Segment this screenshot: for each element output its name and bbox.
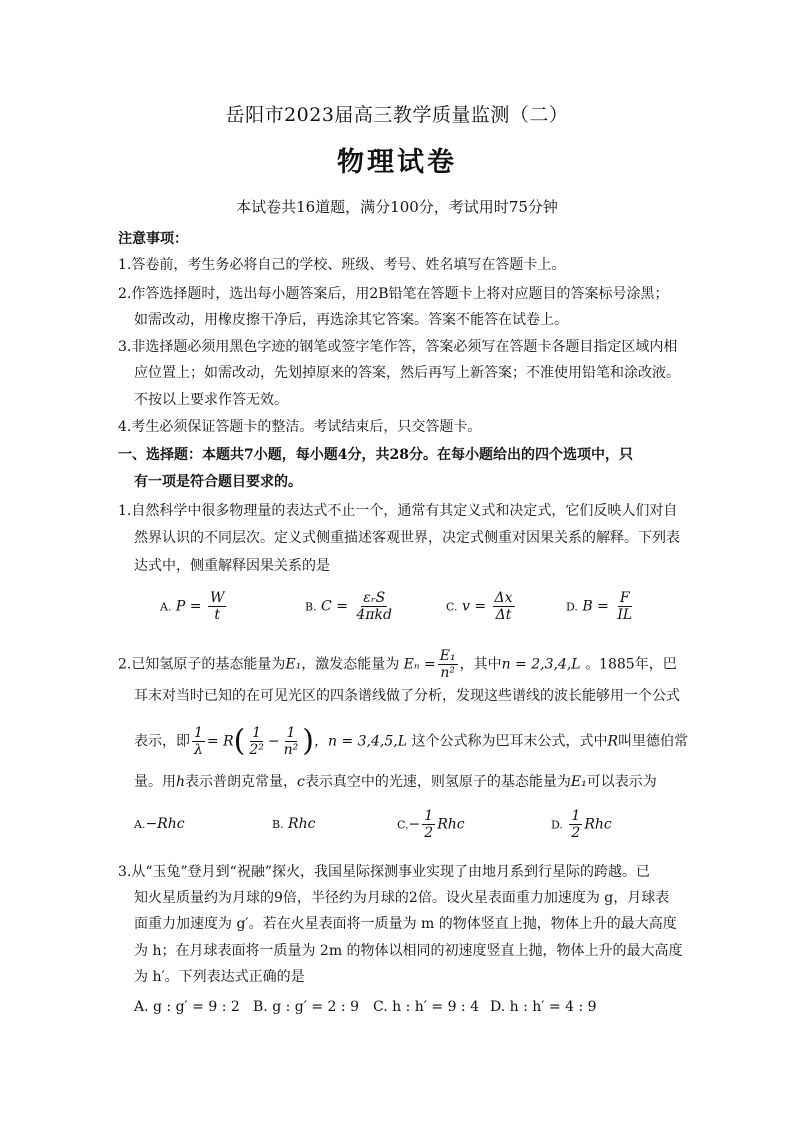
- q3-text: 面重力加速度为 g′。若在火星表面将一质量为 m 的物体竖直上抛，物体上升的最大高度: [134, 916, 677, 932]
- fraction: $\frac{1}{2}$: [571, 808, 581, 841]
- q3-option-c[interactable]: C. h : h′ = 9 : 4: [373, 999, 480, 1015]
- notice-line: 不按以上要求作答无效。: [134, 392, 288, 408]
- q1-text: 达式中，侧重解释因果关系的是: [134, 558, 330, 574]
- notice-line: 如需改动，用橡皮擦干净后，再选涂其它答案。答案不能答在试卷上。: [134, 312, 568, 328]
- q3-text: 知火星质量约为月球的9倍，半径约为月球的2倍。设火星表面重力加速度为 g，月球表: [134, 890, 670, 906]
- q1-option-b[interactable]: B. C = $\frac{\text{εᵣS}}{\text{4πkd}}$: [305, 590, 392, 623]
- q3-option-b[interactable]: B. g : g′ = 2 : 9: [253, 999, 359, 1015]
- section-heading-cont: 有一项是符合题目要求的。: [134, 474, 302, 490]
- notice-line: 3.非选择题必须用黑色字迹的钢笔或签字笔作答，答案必须写在答题卡各题目指定区域内相: [118, 339, 678, 355]
- q3-text: 为 h′。下列表达式正确的是: [134, 969, 305, 985]
- q2-line-4: 量。用h表示普朗克常量，c表示真空中的光速，则氢原子的基态能量为E₁可以表示为: [134, 774, 657, 790]
- q1-text: 然界认识的不同层次。定义式侧重描述客观世界，决定式侧重对因果关系的解释。下列表: [134, 530, 680, 546]
- fraction: $\frac{\text{εᵣS}}{\text{4πkd}}$: [356, 590, 392, 623]
- q3-option-d[interactable]: D. h : h′ = 4 : 9: [490, 999, 597, 1015]
- notice-line: 1.答卷前，考生务必将自己的学校、班级、考号、姓名填写在答题卡上。: [118, 257, 566, 273]
- q1-option-d[interactable]: D. B = $\frac{F}{IL}$: [566, 590, 633, 623]
- notice-heading: 注意事项：: [118, 231, 188, 247]
- fraction: $\frac{1}{2}$: [424, 808, 434, 841]
- q1-option-a[interactable]: A. P = $\frac{W}{t}$: [160, 590, 225, 623]
- fraction: $\frac{1}{\text{2²}}$: [249, 725, 264, 758]
- q2-option-c[interactable]: C.− $\frac{1}{2}$ Rhc: [397, 808, 465, 841]
- exam-title: 岳阳市2023届高三教学质量监测（二）: [225, 104, 569, 126]
- subject-title: 物理试卷: [337, 147, 457, 178]
- fraction: $\frac{\Delta x}{\Delta t}$: [494, 590, 513, 623]
- fraction: $\frac{1}{\text{n²}}$: [283, 725, 299, 758]
- fraction: $\frac{1}{\lambda}$: [194, 725, 203, 758]
- fraction: $\frac{F}{IL}$: [617, 590, 633, 623]
- notice-line: 4.考生必须保证答题卡的整洁。考试结束后，只交答题卡。: [118, 419, 482, 435]
- fraction: $\frac{W}{t}$: [209, 590, 225, 623]
- q2-option-a[interactable]: A.−Rhc: [134, 816, 185, 832]
- q1-option-c[interactable]: C. v = $\frac{\Delta x}{\Delta t}$: [446, 590, 513, 623]
- exam-intro: 本试卷共16道题，满分100分，考试用时75分钟: [236, 198, 558, 216]
- q2-line-1: 2.已知氢原子的基态能量为E₁，激发态能量为 Eₙ = $\frac{\text{E₁}}{\text{n²}}$ ，其中n = 2,3,4,L 。1885年，巴: [118, 648, 677, 681]
- q2-option-b[interactable]: B. Rhc: [272, 816, 316, 832]
- q2-line-3: 表示，即 $\frac{1}{\lambda}$ = R( $\frac{1}{\text{2²}}$ − $\frac{1}{\text{n²}}$ )，n = 3,4,5,L 这个公式称为巴耳末公式，式中R叫里德伯常: [134, 723, 689, 759]
- q1-text: 1.自然科学中很多物理量的表达式不止一个，通常有其定义式和决定式，它们反映人们对自: [118, 503, 678, 519]
- q3-text: 为 h；在月球表面将一质量为 2m 的物体以相同的初速度竖直上抛，物体上升的最大高度: [134, 943, 683, 959]
- q2-line-2: 耳末对当时已知的在可见光区的四条谱线做了分析，发现这些谱线的波长能够用一个公式: [134, 688, 680, 704]
- notice-line: 应位置上；如需改动，先划掉原来的答案，然后再写上新答案；不准使用铅笔和涂改液。: [134, 365, 680, 381]
- q3-option-a[interactable]: A. g : g′ = 9 : 2: [134, 999, 240, 1015]
- fraction: $\frac{\text{E₁}}{\text{n²}}$: [439, 648, 456, 681]
- section-heading: 一、选择题：本题共7小题，每小题4分，共28分。在每小题给出的四个选项中，只: [118, 447, 633, 463]
- q2-option-d[interactable]: D. $\frac{1}{2}$ Rhc: [551, 808, 612, 841]
- notice-line: 2.作答选择题时，选出每小题答案后，用2B铅笔在答题卡上将对应题目的答案标号涂黑；: [118, 286, 669, 302]
- q3-text: 3.从“玉兔”登月到“祝融”探火，我国星际探测事业实现了由地月系到行星际的跨越。已: [118, 864, 650, 880]
